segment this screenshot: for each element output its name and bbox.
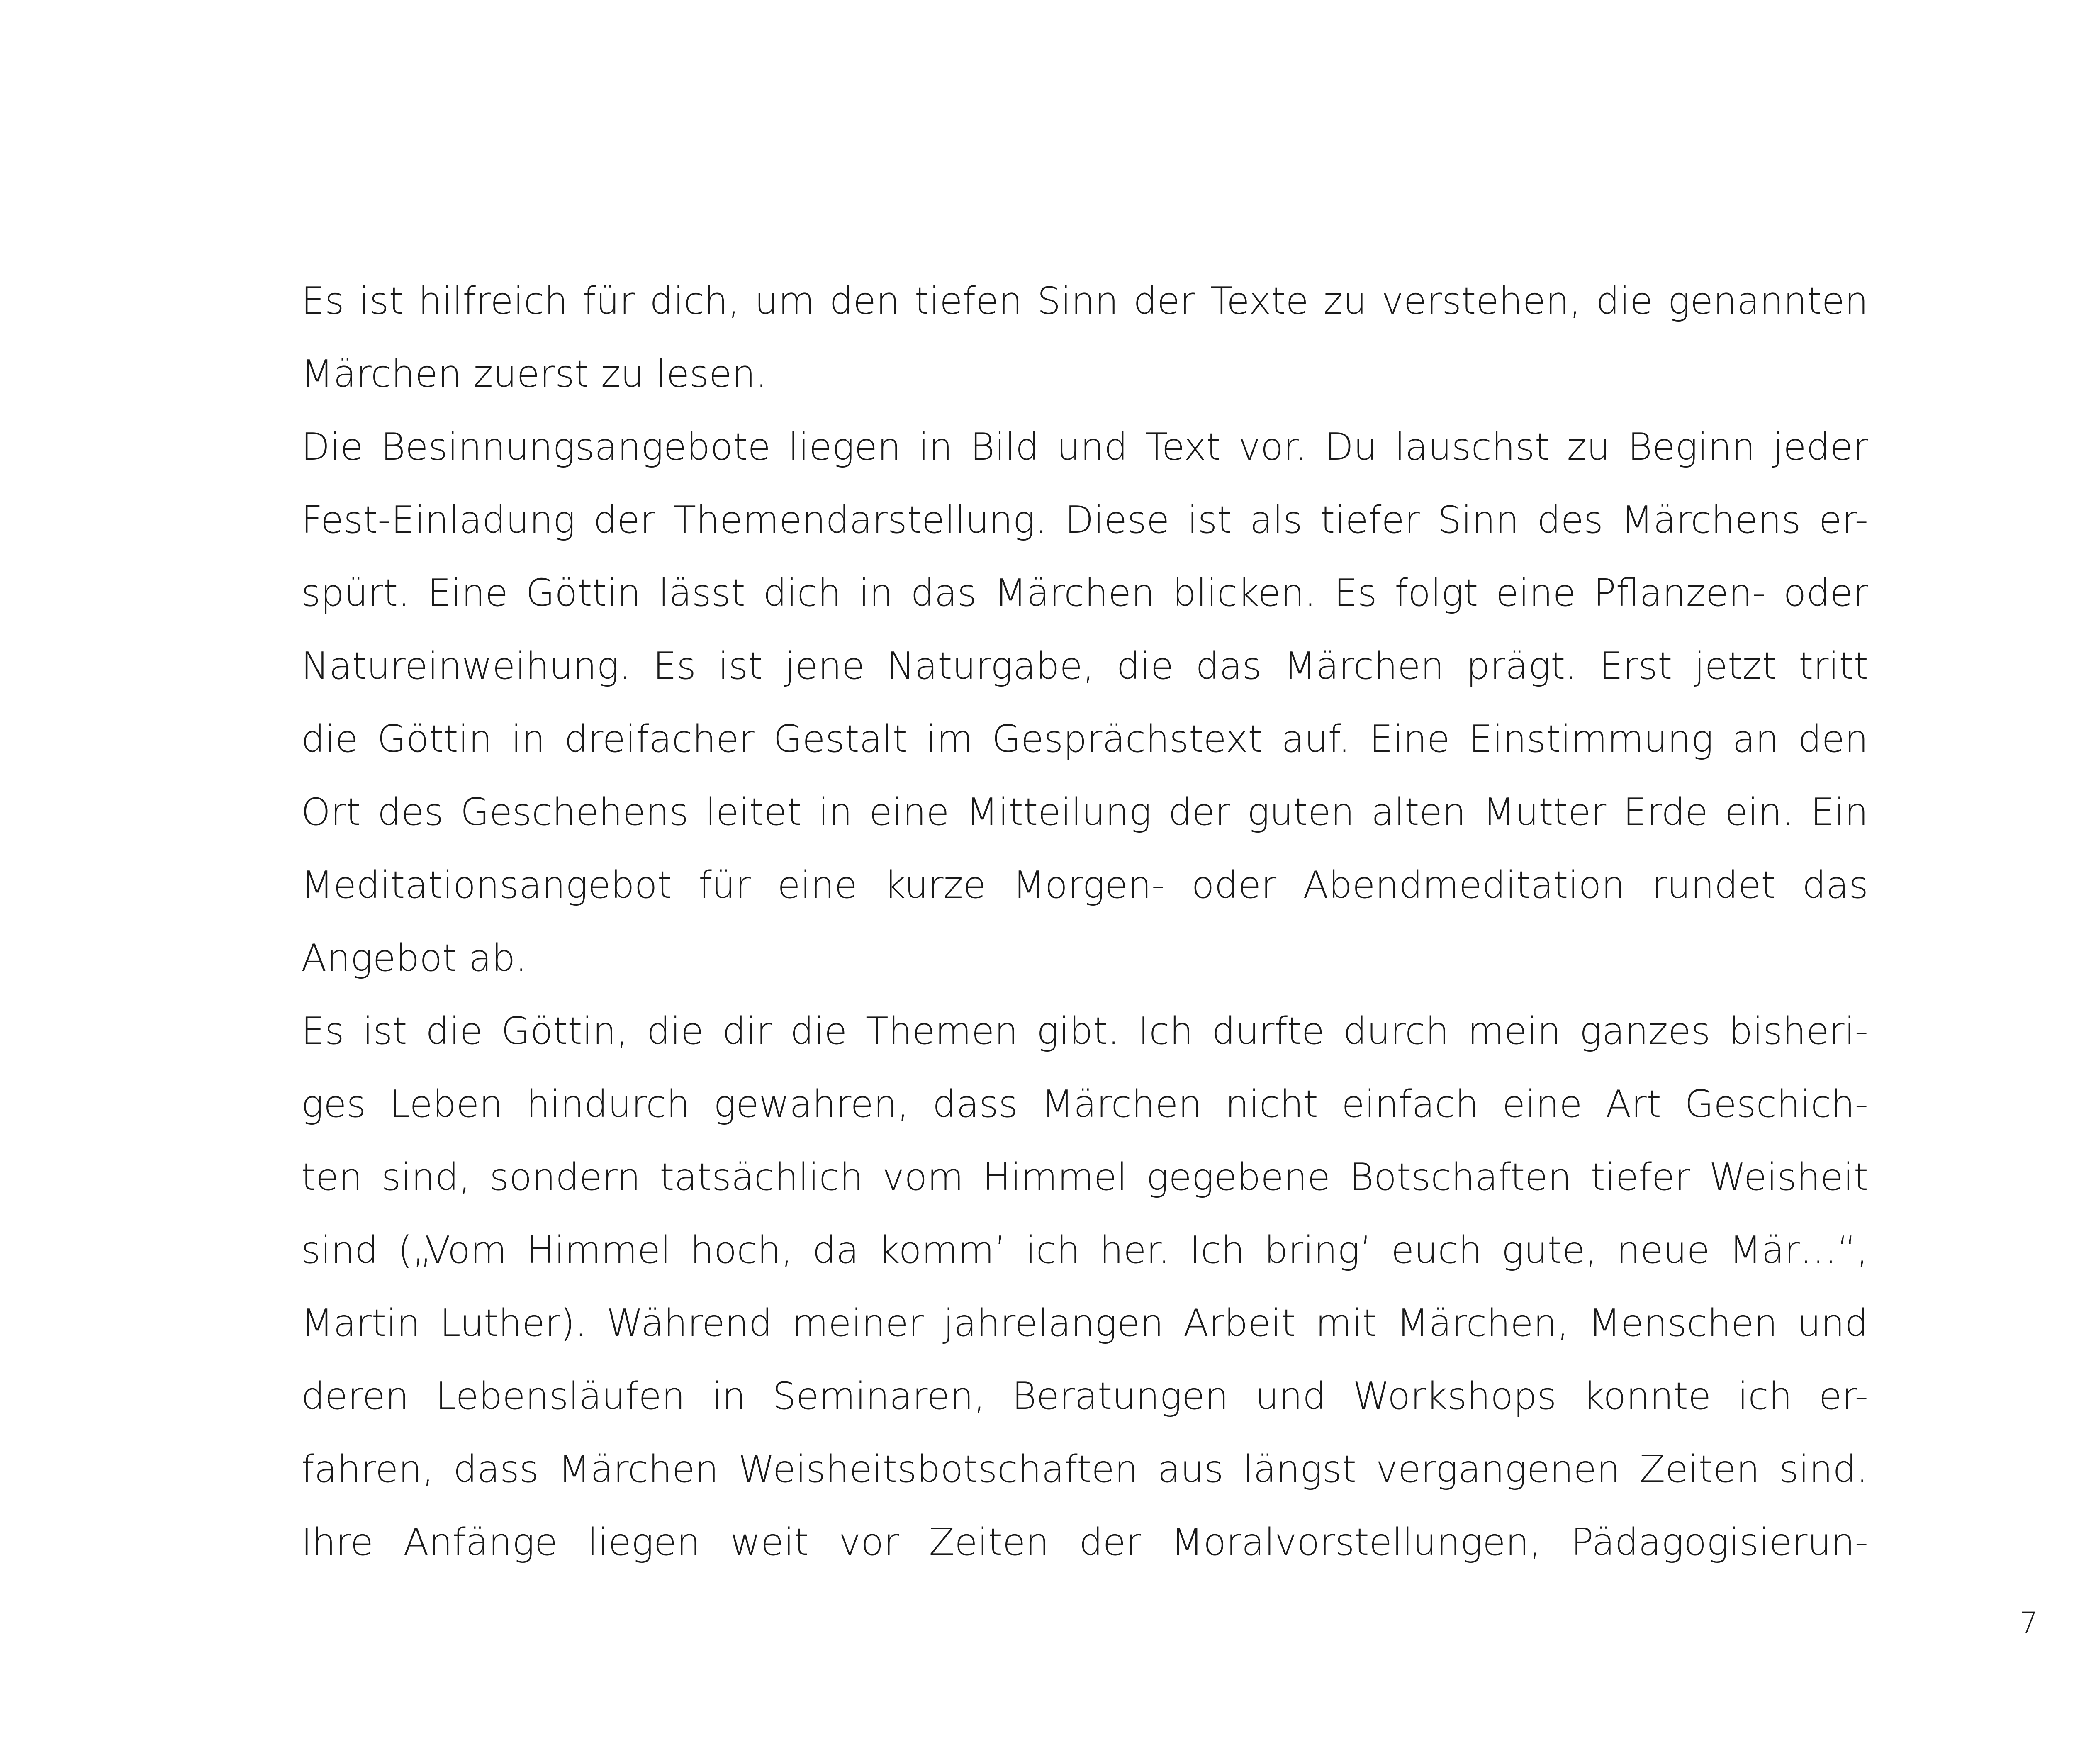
text-line: spürt. Eine Göttin lässt dich in das Märchen blicken. Es folgt eine Pflanzen- oder bbox=[301, 571, 1868, 615]
text-line: Märchen zuerst zu lesen. bbox=[301, 352, 767, 396]
text-line: Es ist die Göttin, die dir die Themen gibt. Ich durfte durch mein ganzes bisheri- bbox=[301, 1009, 1868, 1053]
text-line: Ort des Geschehens leitet in eine Mitteilung der guten alten Mutter Erde ein. Ein bbox=[301, 790, 1868, 834]
page-number: 7 bbox=[2019, 1606, 2038, 1640]
text-line: die Göttin in dreifacher Gestalt im Gesprächstext auf. Eine Einstimmung an den bbox=[301, 717, 1868, 761]
body-text bbox=[301, 265, 1868, 1579]
text-line: ten sind, sondern tatsächlich vom Himmel gegebene Botschaften tiefer Weisheit bbox=[301, 1155, 1868, 1199]
text-line: Fest-Einladung der Themendarstellung. Diese ist als tiefer Sinn des Märchens er- bbox=[301, 498, 1868, 542]
text-line: Natureinweihung. Es ist jene Naturgabe, die das Märchen prägt. Erst jetzt tritt bbox=[301, 644, 1868, 688]
text-line: sind („Vom Himmel hoch, da komm’ ich her. Ich bring’ euch gute, neue Mär…“, bbox=[301, 1228, 1868, 1272]
text-line: Die Besinnungsangebote liegen in Bild und Text vor. Du lauschst zu Beginn jeder bbox=[301, 425, 1868, 469]
text-line: deren Lebensläufen in Seminaren, Beratungen und Workshops konnte ich er- bbox=[301, 1374, 1868, 1418]
text-line: Martin Luther). Während meiner jahrelangen Arbeit mit Märchen, Menschen und bbox=[301, 1301, 1868, 1345]
text-line: Angebot ab. bbox=[301, 936, 527, 980]
text-line: ges Leben hindurch gewahren, dass Märchen nicht einfach eine Art Geschich- bbox=[301, 1082, 1868, 1126]
text-line: Ihre Anfänge liegen weit vor Zeiten der Moralvorstellungen, Pädagogisierun- bbox=[301, 1520, 1868, 1564]
text-line: Es ist hilfreich für dich, um den tiefen Sinn der Texte zu verstehen, die genannten bbox=[301, 279, 1868, 323]
text-line: fahren, dass Märchen Weisheitsbotschaften aus längst vergangenen Zeiten sind. bbox=[301, 1447, 1868, 1491]
text-line: Meditationsangebot für eine kurze Morgen- oder Abendmeditation rundet das bbox=[301, 863, 1868, 907]
